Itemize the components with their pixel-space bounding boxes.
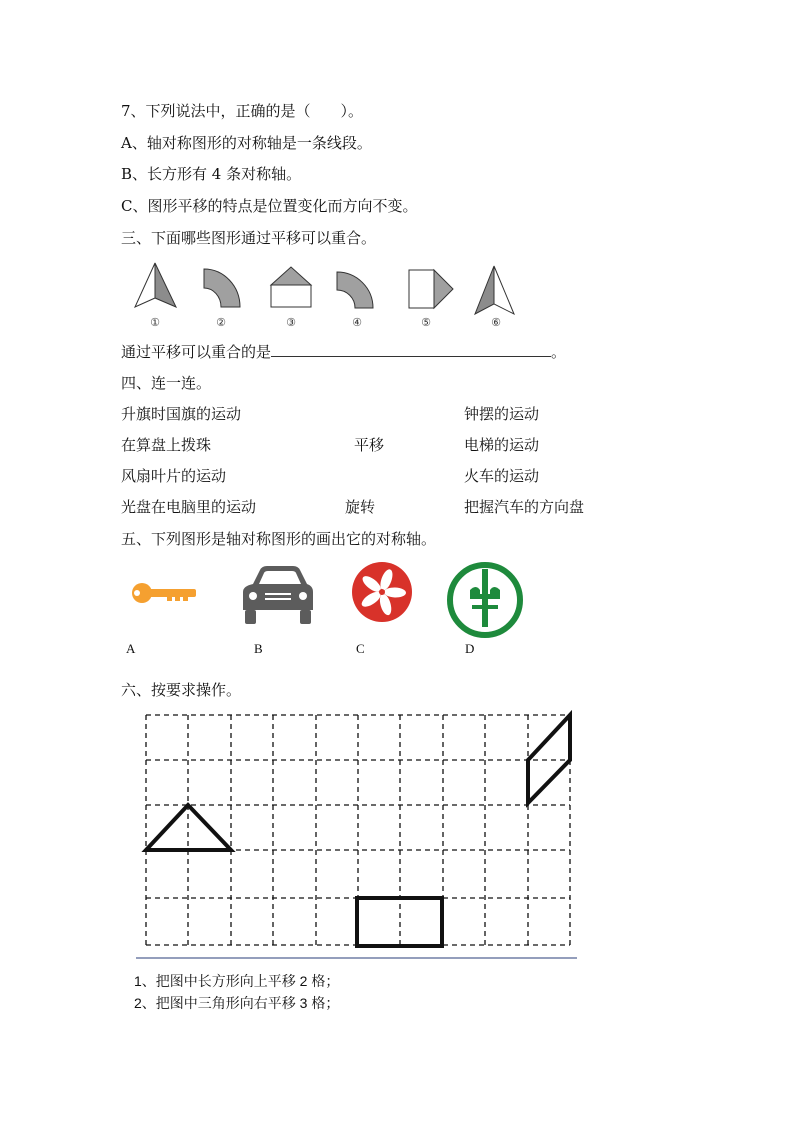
q7-option-c[interactable]: C、图形平移的特点是位置变化而方向不变。 (121, 197, 418, 215)
operation-grid[interactable] (0, 705, 793, 965)
symmetry-label-d: D (465, 641, 475, 656)
shape-5-icon (409, 270, 453, 308)
shape-6-icon (475, 266, 514, 314)
section6-title: 六、按要求操作。 (121, 681, 242, 699)
answer-blank[interactable] (271, 342, 551, 357)
shape-label-5: ⑤ (421, 316, 431, 329)
shape-4-icon (337, 272, 373, 308)
symmetry-icons (0, 562, 793, 642)
q7-option-a[interactable]: A、轴对称图形的对称轴是一条线段。 (121, 134, 372, 152)
shape-label-6: ⑥ (491, 316, 501, 329)
symmetry-label-a: A (126, 641, 136, 656)
shape-1-icon (135, 263, 176, 307)
match-middle-item[interactable]: 平移 (354, 436, 385, 454)
q7-option-b[interactable]: B、长方形有 4 条对称轴。 (121, 165, 302, 183)
shape-3-icon (271, 267, 311, 307)
grid-parallelogram (528, 715, 570, 803)
match-left-item[interactable]: 光盘在电脑里的运动 (121, 498, 257, 516)
section4-title: 四、连一连。 (121, 374, 212, 392)
bank-logo-icon (450, 565, 520, 635)
translation-shapes (0, 258, 793, 338)
q7-question: 7、下列说法中，正确的是（ ）。 (121, 102, 364, 120)
section5-title: 五、下列图形是轴对称图形的画出它的对称轴。 (121, 530, 437, 548)
shape-label-3: ③ (286, 316, 296, 329)
car-icon (243, 566, 313, 624)
match-right-item[interactable]: 火车的运动 (464, 467, 540, 485)
shape-2-icon (204, 269, 240, 307)
instruction-1: 1、把图中长方形向上平移 2 格； (134, 973, 340, 989)
section3-answer-row (121, 342, 566, 362)
match-right-item[interactable]: 把握汽车的方向盘 (464, 498, 585, 516)
section3-answer-suffix: 。 (551, 343, 567, 361)
match-right-item[interactable]: 钟摆的运动 (464, 405, 540, 423)
key-icon (132, 583, 196, 603)
match-middle-item[interactable]: 旋转 (345, 498, 376, 516)
match-left-item[interactable]: 升旗时国旗的运动 (121, 405, 242, 423)
shape-label-2: ② (216, 316, 226, 329)
shape-label-4: ④ (352, 316, 362, 329)
instruction-2: 2、把图中三角形向右平移 3 格； (134, 995, 340, 1011)
symmetry-label-b: B (254, 641, 263, 656)
symmetry-label-c: C (356, 641, 365, 656)
match-left-item[interactable]: 在算盘上拨珠 (121, 436, 212, 454)
bauhinia-flag-icon (352, 562, 412, 622)
match-left-item[interactable]: 风扇叶片的运动 (121, 467, 227, 485)
section3-answer-prefix: 通过平移可以重合的是 (121, 343, 272, 361)
shape-label-1: ① (150, 316, 160, 329)
section3-title: 三、下面哪些图形通过平移可以重合。 (121, 229, 377, 247)
match-right-item[interactable]: 电梯的运动 (464, 436, 540, 454)
